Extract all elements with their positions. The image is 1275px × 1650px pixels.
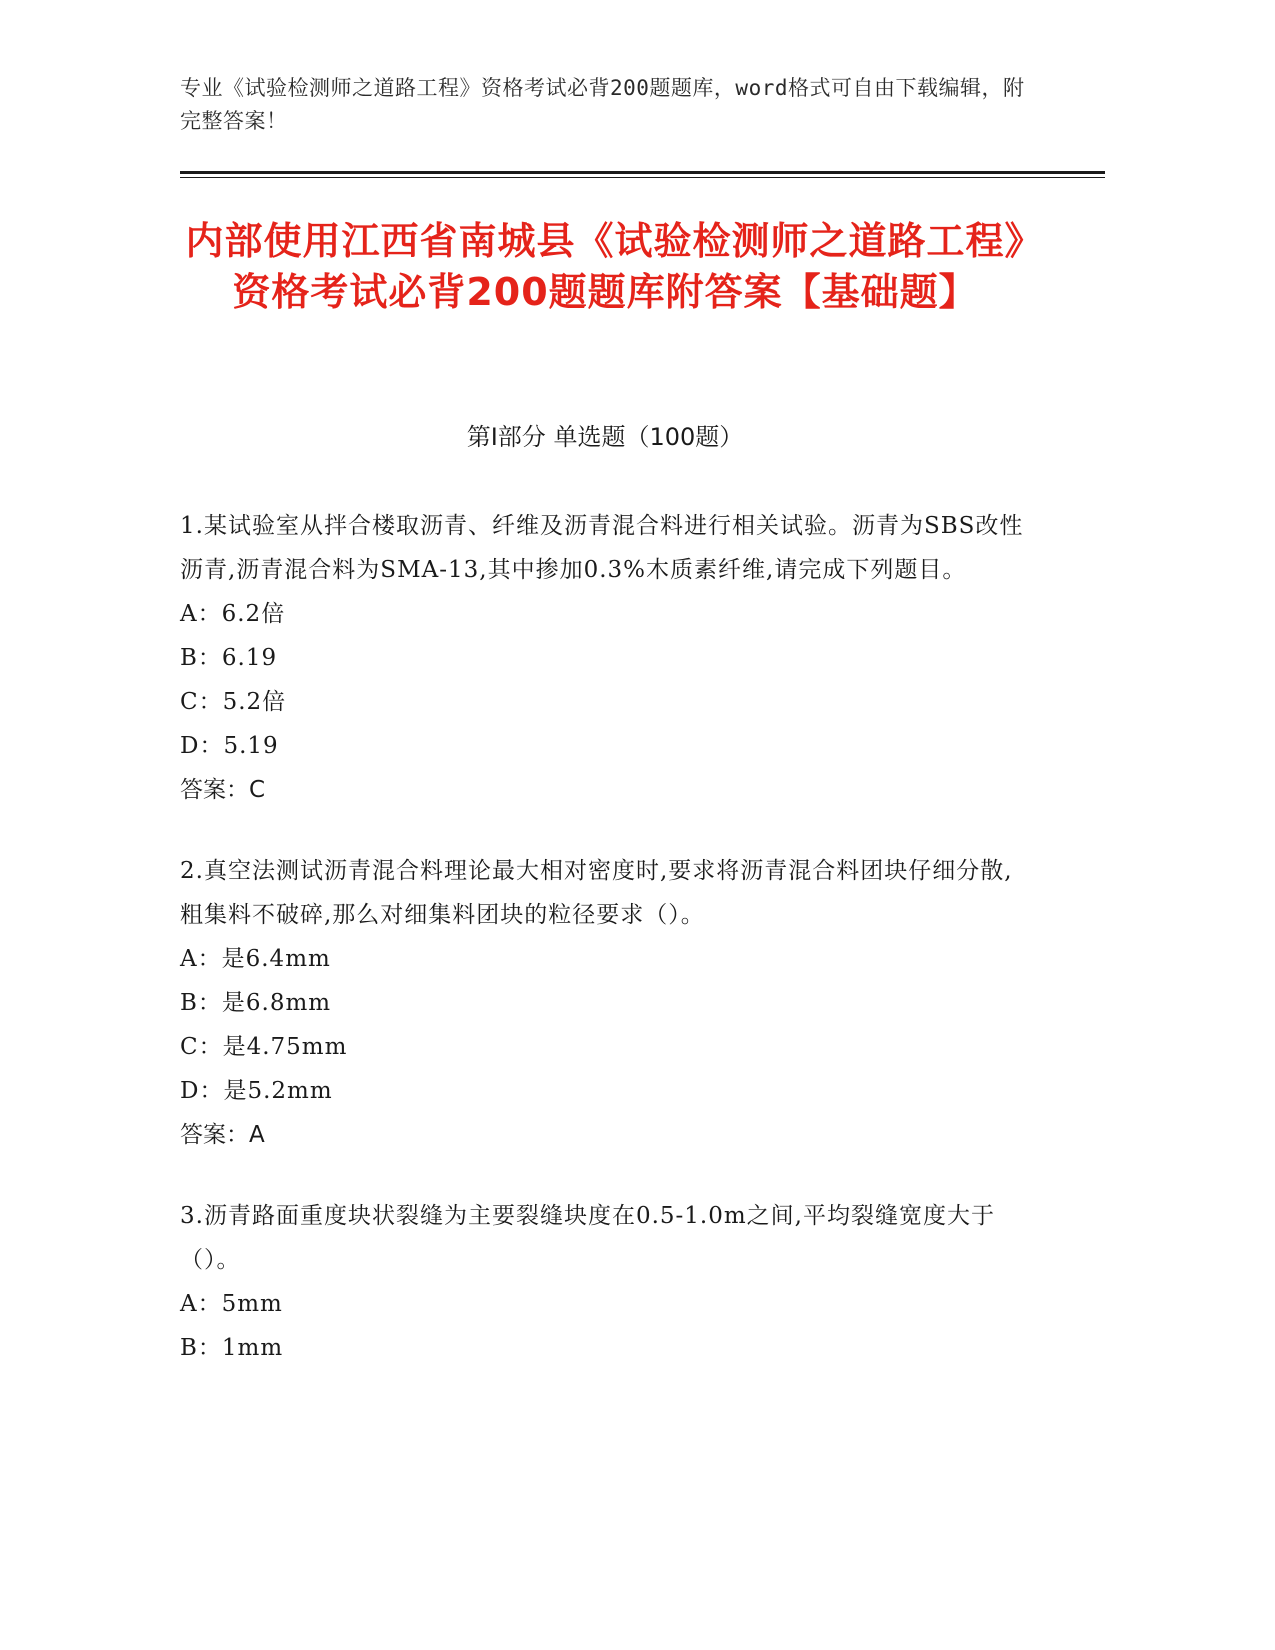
question-stem: 1.某试验室从拌合楼取沥青、纤维及沥青混合料进行相关试验。沥青为SBS改性沥青,沥青混合料为SMA-13,其中掺加0.3%木质素纤维,请完成下列题目。 — [180, 513, 1024, 583]
question-stem: 3.沥青路面重度块状裂缝为主要裂缝块度在0.5-1.0m之间,平均裂缝宽度大于（）。 — [180, 1203, 995, 1273]
option-c: C：是4.75mm — [180, 1034, 348, 1060]
option-d: D：5.19 — [180, 733, 279, 759]
document-title: 内部使用江西省南城县《试验检测师之道路工程》资格考试必背200题题库附答案【基础题】 — [185, 219, 1025, 314]
question-list — [180, 504, 1030, 1407]
answer: 答案：C — [180, 777, 266, 803]
option-a: A：是6.4mm — [180, 946, 331, 972]
option-a: A：6.2倍 — [180, 601, 286, 627]
answer: 答案：A — [180, 1122, 265, 1148]
option-b: B：是6.8mm — [180, 990, 332, 1016]
header-rule-thin — [180, 177, 1105, 178]
option-d: D：是5.2mm — [180, 1078, 333, 1104]
section-heading: 第I部分 单选题（100题） — [466, 423, 744, 451]
option-a: A：5mm — [180, 1291, 283, 1317]
question-stem: 2.真空法测试沥青混合料理论最大相对密度时,要求将沥青混合料团块仔细分散,粗集料不破碎,那么对细集料团块的粒径要求（）。 — [180, 858, 1013, 928]
option-b: B：1mm — [180, 1335, 284, 1361]
option-b: B：6.19 — [180, 645, 278, 671]
header-note: 专业《试验检测师之道路工程》资格考试必背200题题库，word格式可自由下载编辑，附完整答案！ — [180, 76, 1025, 133]
question-3 — [180, 1194, 1030, 1370]
question-2 — [180, 849, 1030, 1157]
question-1 — [180, 504, 1030, 812]
header-rule-thick — [180, 171, 1105, 174]
option-c: C：5.2倍 — [180, 689, 287, 715]
